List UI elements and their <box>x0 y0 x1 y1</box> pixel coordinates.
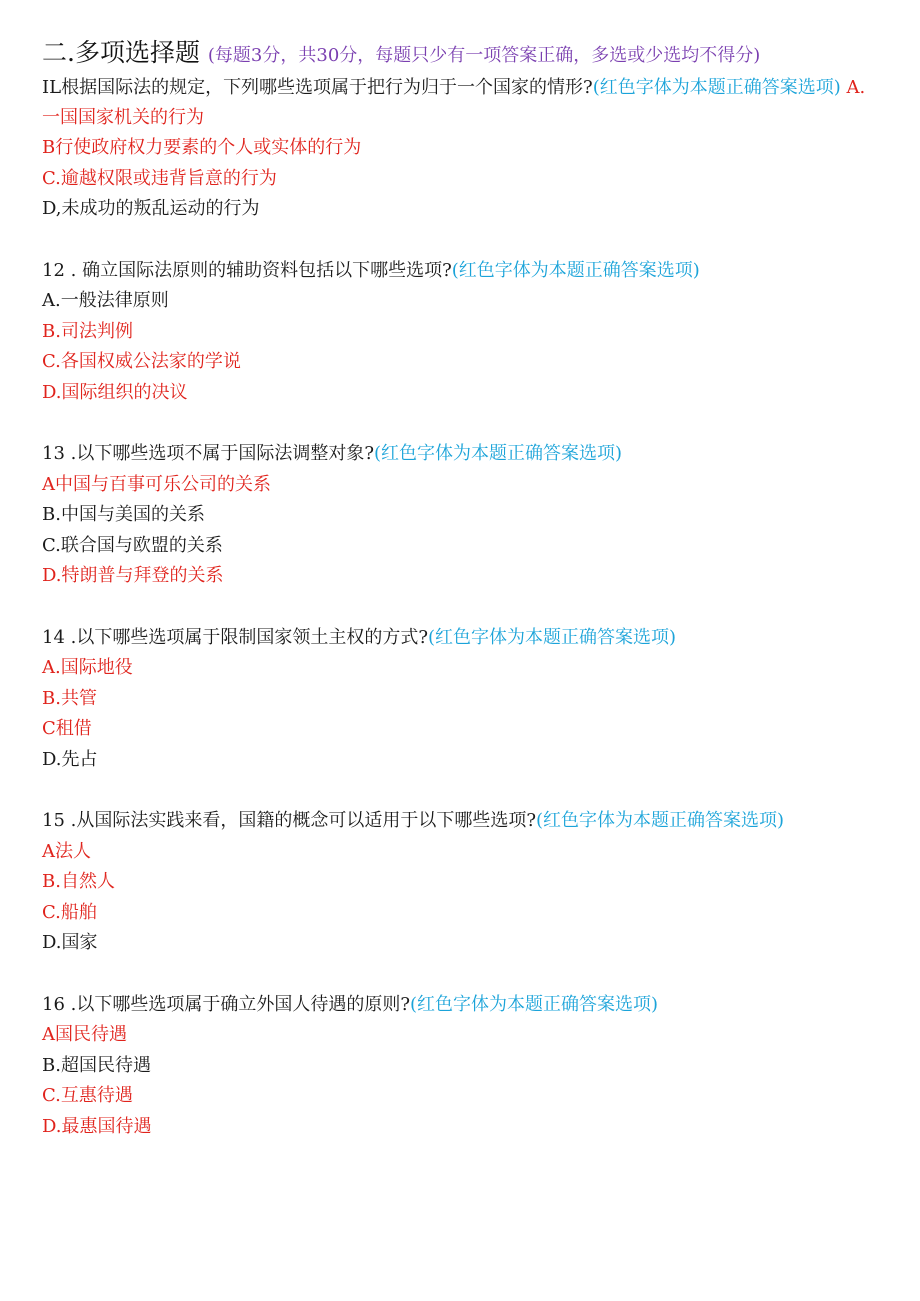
question-block <box>42 623 872 776</box>
option-c: C.逾越权限或违背旨意的行为 <box>42 167 277 189</box>
option-c: C.各国权威公法家的学说 <box>42 351 241 372</box>
question-stem: 14 .以下哪些选项属于限制国家领土主权的方式? <box>42 626 428 648</box>
option-a: A.国际地役 <box>42 657 133 678</box>
option-a: A中国与百事可乐公司的关系 <box>42 473 271 495</box>
answer-hint: (红色字体为本题正确答案选项) <box>451 259 700 281</box>
question-stem: 15 .从国际法实践来看，国籍的概念可以适用于以下哪些选项? <box>42 810 536 831</box>
section-note: (每题3分，共30分，每题只少有一项答案正确，多选或少选均不得分) <box>207 45 761 66</box>
answer-hint: (红色字体为本题正确答案选项) <box>592 77 841 98</box>
question-stem-line <box>42 256 872 287</box>
option-b: B.共管 <box>42 687 97 709</box>
option-c: C.互惠待遇 <box>42 1085 133 1106</box>
option-d: D,未成功的叛乱运动的行为 <box>42 198 260 219</box>
document-page <box>42 36 872 1142</box>
question-block <box>42 806 872 959</box>
option-c: C.船舶 <box>42 901 97 923</box>
question-stem-line <box>42 439 872 470</box>
option-a: A.一般法律原则 <box>42 290 169 311</box>
option-b: B.自然人 <box>42 871 115 892</box>
section-heading <box>42 36 872 73</box>
question-block <box>42 439 872 592</box>
question-stem: 13 .以下哪些选项不属于国际法调整对象? <box>42 443 374 464</box>
option-b: B.中国与美国的关系 <box>42 504 205 525</box>
question-block <box>42 990 872 1143</box>
question-stem: 12 . 确立国际法原则的辅助资料包括以下哪些选项? <box>42 259 452 281</box>
option-d: D.特朗普与拜登的关系 <box>42 565 224 586</box>
question-stem-line <box>42 73 872 133</box>
option-c: C.联合国与欧盟的关系 <box>42 534 223 556</box>
option-d: D.先占 <box>42 748 98 770</box>
question-block <box>42 256 872 409</box>
option-d: D.国家 <box>42 932 98 953</box>
answer-hint: (红色字体为本题正确答案选项) <box>410 993 659 1015</box>
option-d: D.国际组织的决议 <box>42 381 188 403</box>
option-d: D.最惠国待遇 <box>42 1115 152 1137</box>
question-stem-line <box>42 806 872 837</box>
option-a: A国民待遇 <box>42 1024 127 1045</box>
answer-hint: (红色字体为本题正确答案选项) <box>374 443 623 464</box>
option-a: A.一国国家机关的行为 <box>42 77 866 128</box>
option-b: B行使政府权力要素的个人或实体的行为 <box>42 137 362 158</box>
option-b: B.超国民待遇 <box>42 1054 151 1076</box>
option-b: B.司法判例 <box>42 320 133 342</box>
option-a: A法人 <box>42 840 91 862</box>
option-c: C租借 <box>42 718 92 739</box>
answer-hint: (红色字体为本题正确答案选项) <box>428 626 677 648</box>
answer-hint: (红色字体为本题正确答案选项) <box>536 810 785 831</box>
question-stem: IL根据国际法的规定，下列哪些选项属于把行为归于一个国家的情形? <box>42 77 593 98</box>
question-stem-line <box>42 990 872 1021</box>
question-stem: 16 .以下哪些选项属于确立外国人待遇的原则? <box>42 993 410 1015</box>
section-title: 二.多项选择题 <box>42 38 200 67</box>
question-block <box>42 73 872 225</box>
question-stem-line <box>42 623 872 654</box>
